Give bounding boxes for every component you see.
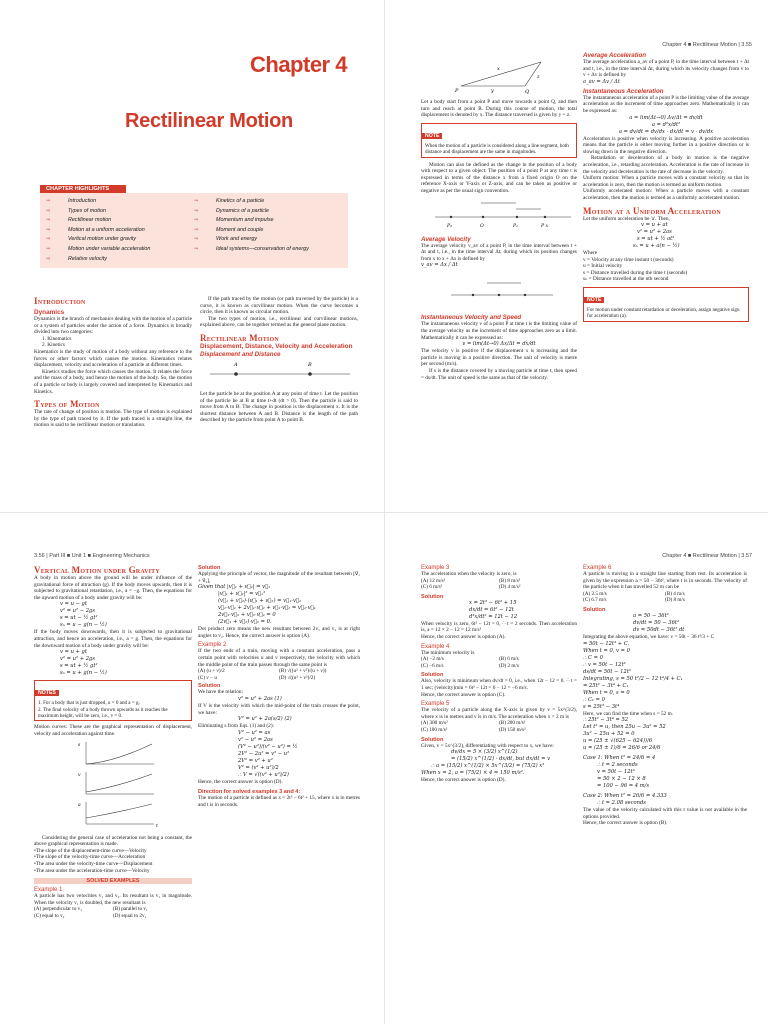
equation: a = d²x/dt² — [651, 121, 681, 128]
option: (C) 6.7 m/s — [583, 597, 607, 604]
chapter-title: Rectilinear Motion — [125, 110, 293, 132]
paragraph: The average velocity v_av of a point P, in the time interval between t + Δt and t, i.e., in the time interval Δt, during which its position changes from x to x + Δx is defined by — [421, 242, 577, 262]
arrow-icon: ⇒ — [46, 255, 51, 262]
point-P — [544, 215, 546, 217]
example-text: The acceleration when the velocity is zero, is — [421, 571, 517, 577]
option: (C) v − u — [198, 674, 217, 681]
highlight-item: ⇒ Motion at a uniform acceleration — [46, 226, 194, 236]
equation: ∴ C = 0 — [583, 654, 603, 661]
paragraph: Acceleration is positive when velocity is increasing. A positive acceleration means that the particle is either moving further in a positive direction or is slowing down in the negative direction. — [583, 135, 749, 155]
paragraph: The instantaneous acceleration of a point P is the limiting value of the average acceleration as the increment of time approaches zero. Mathematically it can be expressed as: — [583, 94, 749, 114]
equation: s = ut + ½ gt² — [60, 663, 98, 670]
solution-label: Solution — [198, 565, 221, 571]
left-column — [34, 565, 192, 920]
arrow-icon: ⇒ — [46, 245, 51, 252]
note-item: 1. For a body that is just dropped, u = 0 and a = g. — [38, 700, 140, 707]
section-heading: Rectilinear Motion — [200, 332, 279, 343]
equation: = (15/2) x^(1/2) · dx/dt, but dx/dt = v — [451, 756, 551, 763]
arrow-icon: ⇒ — [46, 198, 51, 204]
path-figure — [421, 56, 577, 94]
equation: When x = 2, a = (75/2) × 4 = 150 m/s². — [421, 770, 525, 777]
note-box — [583, 287, 749, 322]
option: (A) −2 m/s — [421, 656, 444, 663]
solved-examples-band: SOLVED EXAMPLES — [34, 878, 192, 884]
solution-conclusion: Hence, the correct answer is option (D). — [421, 777, 506, 784]
note-box — [421, 123, 577, 158]
example-options — [198, 668, 360, 675]
point-P2 — [450, 215, 452, 217]
example-title: Example 1 — [34, 887, 63, 894]
axis-label-a: a — [78, 802, 81, 808]
paragraph: Let the uniform acceleration be 'a'. Then, — [583, 215, 670, 222]
option: (B) 8 m/s² — [499, 577, 521, 584]
equation: Integrating, s = 50 t²/2 − 12 t⁴/4 + C₁ — [583, 675, 683, 682]
solution-text: The value of the velocity calculated with this t value is not available in the options provided. — [583, 807, 747, 820]
highlight-item: ⇒ Motion under variable acceleration — [46, 245, 194, 255]
label-B: B — [308, 361, 312, 368]
left-column — [421, 565, 577, 784]
where-item: sₙ = Distance travelled at the nth second — [583, 276, 669, 283]
equation: v² = u² − 2gs — [60, 608, 96, 615]
example-text: A particle is moving in a straight line starting from rest. Its acceleration is given by the expression a = 50 − 36t², where t is in seconds. The velocity of the particle when it has travelled 52 m can be — [583, 571, 747, 591]
highlights-left-list — [46, 197, 194, 264]
equation: |v⃗₁ + v⃗₂|² = v⃗₁² — [218, 591, 266, 598]
equation: u = (25 ± √(625 − 624))/6 — [583, 738, 653, 745]
equation: v = u − gt — [60, 601, 87, 608]
option: (D) 2 m/s — [499, 662, 519, 669]
direction-text: The motion of a particle is defined as x = 2t³ − 6t² + 15, where x is in metres and t is in seconds. — [198, 795, 360, 808]
axis-label-v: v — [78, 772, 81, 778]
equation: Given that |v⃗₁ + v⃗₂| = v⃗₁ — [198, 584, 271, 591]
equation: 2V² = v² + u² — [238, 757, 273, 764]
label-y: y — [491, 88, 494, 94]
option: (D) 8 m/s — [665, 597, 685, 604]
equation: dx/dt = 6t² − 12t — [469, 606, 514, 613]
option: (C) −6 m/s — [421, 662, 444, 669]
arrow-icon: ⇒ — [194, 207, 199, 214]
paragraph: The velocity v is positive if the displacement x is increasing and the particle is moving in a positive direction. The unit of velocity is metre per second (m/s). — [421, 348, 577, 368]
equation: sₙ = u + g(n − ½) — [60, 670, 107, 677]
case-line: ∴ t = 2 seconds — [597, 762, 638, 769]
highlight-item: ⇒ Moment and couple — [194, 226, 342, 236]
running-header: Chapter 4 ■ Rectilinear Motion | 3.57 — [662, 553, 752, 559]
equation: v² = u² + 2as — [637, 229, 672, 236]
paragraph: If s is the distance covered by a moving particle at time t, then speed = ds/dt. The unit of speed is the same as that of the velocity. — [421, 367, 577, 381]
equation: (V² − u²)/(v² − u²) = ½ — [238, 743, 298, 750]
point-B — [308, 372, 312, 376]
highlight-item: ⇒ Momentum and impulse — [194, 216, 342, 226]
equation: ∴ 25t² − 3t⁴ = 52 — [583, 717, 629, 724]
arrow-icon: ⇒ — [194, 198, 199, 204]
solution-text: Also, velocity is minimum when dv/dt = 0, i.e., when 12t − 12 = 0. ∴ t = 1 sec; (velocity)min = 6t² − 12t = 6 − 12 = −6 m/s. — [421, 678, 577, 691]
case-line: = 50 × 2 − 12 × 8 — [597, 776, 646, 783]
equation: v = u + at — [641, 222, 668, 229]
label-A: A — [234, 361, 238, 368]
right-column — [583, 565, 747, 827]
highlight-item: ⇒ Kinetics of a particle — [194, 197, 342, 207]
axis-label: P x — [541, 223, 549, 229]
label-P: P — [455, 88, 459, 94]
equation: (v⃗₁ + v⃗₂)·(v⃗₁ + v⃗₂) = v⃗₁·v⃗₁ — [218, 598, 302, 605]
subsection-heading: Dynamics — [34, 309, 65, 316]
highlight-item: ⇒ Dynamics of a particle — [194, 207, 342, 217]
where-item: s = Distance travelled during the time t (seconds) — [583, 269, 688, 276]
displacement-curve-graph — [78, 742, 154, 764]
equation: a = lim(Δt→0) Δv/Δt = dv/dt — [629, 114, 703, 121]
highlight-item: ⇒ Types of motion — [46, 207, 194, 217]
note-item: 2. The final velocity of a body thrown upwards as it reaches the maximum height, will be zero, i.e., v = 0. — [38, 706, 168, 719]
paragraph: Retardation or deceleration of a body in motion is the negative acceleration, i.e., retarding acceleration. Acceleration is the rate of increase in the velocity and deceleration is the rate of decrease in the velocity. — [583, 155, 749, 175]
example-options — [34, 913, 192, 920]
option: (B) 4 m/s — [665, 590, 685, 597]
paragraph: A body in motion above the ground will be under influence of the gravitational force of attraction (g). If the body moves upwards, then it is subjected to gravitational retardation, i.e., a = −g. Then, the equations for the upward motion of a body under gravity will be: — [34, 575, 192, 601]
arrow-icon: ⇒ — [46, 207, 51, 214]
option: (D) 4 m/s² — [499, 584, 521, 591]
paragraph: Dynamics is the branch of mechanics dealing with the motion of a particle or a system of particles under the action of a force. Dynamics is broadly divided into two categories: — [34, 316, 192, 336]
arrow-icon: ⇒ — [46, 217, 51, 224]
label-z: z — [537, 74, 540, 80]
equation: dv/dx = 5 × (3/2) x^(1/2) — [451, 749, 518, 756]
solution-conclusion: Hence, the correct answer is option (B). — [583, 820, 668, 827]
case-line: = 100 − 96 = 4 m/s — [597, 783, 650, 790]
equation: v⃗₁·v⃗₁ + 2v⃗₁·v⃗₂ + v⃗₂·v⃗₂ = v⃗₁·v⃗₁ — [218, 605, 316, 612]
example-options — [421, 720, 577, 727]
solution-text: Applying the principle of vector, the magnitude of the resultant between [v⃗₁ + v⃗₂], — [198, 571, 360, 584]
equation: ∴ a = (15/2) x^(1/2) × 5x^(3/2) = (75/2) x² — [431, 763, 545, 770]
solution-text: If V is the velocity with which the mid-point of the train crosses the point, we have: — [198, 702, 360, 716]
solution-label: Solution — [198, 683, 221, 690]
example-text: The velocity of a particle along the X-axis is given by v = 5x^(3/2), where x is in metres and v is in m/s. The acceleration when x = 2 m is — [421, 707, 577, 720]
motion-curves-figure — [34, 738, 192, 830]
option: (D) 150 m/s² — [499, 726, 526, 733]
paragraph: Uniformly accelerated motion: When a particle moves with a constant acceleration, then the motion is termed as a uniformly accelerated motion. — [583, 188, 749, 201]
axis-label: P₁ — [513, 223, 518, 229]
paragraph: Let the particle be at the position A at any point of time t. Let the position of the particle be at B at time t+dt (dt > 0). Then the particle is said to move from A to B. The change in position is the displacement x. It is the shortest distance between A and B. Distance is the length of the path described by the particle from point A to point B. — [200, 390, 358, 424]
arrow-icon: ⇒ — [194, 236, 199, 243]
right-column — [583, 52, 749, 322]
page-3-54 — [0, 0, 384, 512]
list-item: 1. Kinematics — [42, 335, 72, 342]
equation: s = ut + ½ at² — [637, 236, 675, 243]
note-heading: NOTE — [584, 297, 604, 303]
paragraph: Motion curves: These are the graphical representation of displacement, velocity and acceleration against time. — [34, 724, 192, 737]
note-text: For motion under constant retardation or deceleration, assign negative sign for acceleration (a). — [587, 307, 740, 320]
section-heading: Introduction — [34, 296, 86, 306]
right-column — [200, 296, 358, 424]
example-options — [34, 906, 192, 913]
subsection-heading: Displacement and Distance — [200, 350, 281, 358]
paragraph: The average acceleration a_av of a point P, in the time interval between t + Δt and t, i.e., in the time interval Δt, during which its velocity changes from v to v + Δv is defined by — [583, 59, 749, 79]
axis-label: O — [480, 223, 484, 229]
origin-point — [472, 294, 474, 296]
case-line: Case 2: When t² = 26/6 = 4.333 — [583, 793, 667, 800]
where-item: u = Initial velocity — [583, 263, 623, 270]
highlight-item: ⇒ Relative velocity — [46, 255, 194, 265]
equation: (2v⃗₁ + v⃗₂)·v⃗₂ = 0. — [218, 619, 272, 626]
example-title: Example 6 — [583, 565, 612, 571]
equation: v = u + gt — [60, 649, 87, 656]
subsection-heading: Instantaneous Velocity and Speed — [421, 314, 522, 322]
equation: When t = 0, s = 0 — [583, 689, 630, 696]
solution-label: Solution — [421, 736, 444, 743]
arrow-icon: ⇒ — [194, 245, 199, 252]
direction-heading: Direction for solved examples 3 and 4: — [198, 789, 301, 796]
example-title: Example 2 — [198, 642, 227, 649]
option: (B) parallel to v₁ — [113, 906, 148, 913]
option: (D) equal to 2v₁ — [113, 912, 147, 919]
paragraph: The instantaneous velocity v of a point P at time t is the limiting value of the average velocity as the increment of time approaches zero as a limit. Mathematically it can be expressed as: — [421, 321, 577, 341]
equation: v² − u² = 2as — [238, 736, 273, 743]
equation: ∴ v = 50t − 12t³ — [583, 661, 626, 668]
where-item: v = Velocity at any time instant t (seconds) — [583, 256, 674, 263]
solution-text: Here, we can find the time when s = 52 m. — [583, 710, 674, 717]
path-segment-x — [461, 62, 541, 86]
arrow-icon: ⇒ — [46, 236, 51, 243]
option: (C) 6 m/s² — [421, 584, 443, 591]
chapter-number: Chapter 4 — [250, 52, 347, 77]
acceleration-curve-graph — [78, 802, 158, 829]
option: (A) 2.5 m/s — [583, 590, 607, 597]
equation: When t = 0, v = 0 — [583, 647, 630, 654]
left-column — [34, 296, 192, 429]
equation: a = dv/dt = dv/dx · dx/dt = v · dv/dx — [618, 128, 714, 135]
bullet-item: • The area under the velocity-time curve—Displacement — [34, 861, 192, 868]
solution-conclusion: Hence, the correct answer is option (D). — [198, 778, 283, 785]
arrow-icon: ⇒ — [194, 226, 199, 233]
equation: v² = u² + 2as (1) — [238, 695, 282, 702]
paragraph: Considering the general case of acceleration not being a constant, the above graphical representation is made. — [34, 834, 192, 848]
equation: 2V² − 2u² = v² − u² — [238, 750, 290, 757]
equation: V² = (v² + u²)/2 — [238, 764, 279, 771]
subsection-heading: Average Acceleration — [583, 52, 647, 59]
subsection-heading: Displacement, Distance, Velocity and Acceleration — [200, 342, 353, 350]
displacement-figure — [200, 358, 358, 386]
example-title: Example 5 — [421, 701, 450, 708]
option: (A) 12 m/s² — [421, 577, 446, 584]
point-P1 — [516, 215, 518, 217]
equation: s = 25t² − 3t⁴ — [583, 703, 620, 710]
note-heading: NOTE — [422, 133, 442, 139]
solution-text: Given, v = 5x^(3/2), differentiating with respect to x, we have: — [421, 742, 554, 749]
equation: v² = u² + 2gs — [60, 656, 96, 663]
highlights-heading: CHAPTER HIGHLIGHTS — [40, 185, 126, 193]
equation: ∴ C₁ = 0 — [583, 696, 605, 703]
example-options — [198, 675, 360, 682]
case-line: v = 50t − 12t³ — [597, 769, 635, 776]
paragraph: The rate of change of position is motion. The type of motion is explained by the type of path traced by it. If the path traced is a straight line, the motion is said to be rectilinear motion or translation. — [34, 409, 192, 429]
solution-label: Solution — [421, 593, 444, 600]
subsection-heading: Instantaneous Acceleration — [583, 87, 664, 95]
highlight-item: ⇒ Introduction — [46, 197, 194, 207]
equation: = 50t − 12t³ + C. — [583, 640, 630, 647]
option: (C) 100 m/s² — [421, 726, 448, 733]
option: (A) (u + v)/2 — [198, 668, 225, 675]
equation: dv/dt = 50 − 36t² — [633, 619, 680, 626]
paragraph: Kinetics studies the force which causes the motion. It relates the force and the mass of a body, and hence the motion of the body. So, the motion of a particle or body is largely covered and interpreted by Kinematics and Kinetics. — [34, 368, 192, 395]
highlight-item: ⇒ Rectilinear motion — [46, 216, 194, 226]
equation: sₙ = u + a(n − ½) — [633, 243, 680, 250]
option: (C) equal to v₂ — [34, 912, 65, 919]
highlight-item: ⇒ Ideal systems—conservation of energy — [194, 245, 342, 255]
paragraph: Kinematics is the study of motion of a body without any reference to the forces or other factors which causes the motion. Kinematics relates displacement, velocity and acceleration of a particle at different times. — [34, 348, 192, 369]
equation: Let t² = u, then 25u − 3u² = 52 — [583, 724, 666, 731]
highlight-item: ⇒ Work and energy — [194, 235, 342, 245]
notes-heading: NOTES — [35, 690, 59, 696]
solution-text: Integrating the above equation, we have: v = 50t − 36 t³/3 + C — [583, 633, 715, 640]
example-text: If the two ends of a train, moving with a constant acceleration, pass a certain point with velocities u and v respectively, the velocity with which the middle point of the train passes through the same point is — [198, 648, 360, 668]
example-options — [421, 584, 577, 591]
equation: V² = u² + 2a(s/2) (2) — [238, 716, 292, 723]
solution-conclusion: Dot product zero means the new resultant between 2v₁ and v₂ is at right angles to v₂. Hence, the correct answer is option (A). — [198, 626, 360, 639]
solution-label: Solution — [583, 606, 606, 613]
equation: u = (25 ± 1)/6 = 26/6 or 24/6 — [583, 745, 661, 752]
label-x: x — [497, 66, 500, 72]
notes-box — [34, 680, 192, 721]
equation: = 25t² − 3t⁴ + C₁ — [583, 682, 629, 689]
equation: ∴ V = √((v² + u²)/2) — [238, 771, 289, 778]
note-text: When the motion of a particle is considered along a line segment, both distance and displacement are the same in magnitudes. — [425, 142, 569, 156]
running-header: 3.56 | Part III ■ Unit 1 ■ Engineering Mechanics — [34, 553, 150, 559]
example-title: Example 4 — [421, 643, 450, 650]
example-options — [421, 663, 577, 670]
option: (D) √((u² + v²)/2) — [279, 674, 316, 681]
running-header: Chapter 4 ■ Rectilinear Motion | 3.55 — [662, 42, 752, 48]
highlights-box — [40, 193, 348, 268]
page-3-55 — [384, 0, 768, 512]
highlights-right-list — [194, 197, 342, 264]
chapter-highlights — [40, 185, 348, 268]
bullet-item: • The area under the acceleration-time curve—Velocity — [34, 868, 192, 875]
solution-text: When velocity is zero, 6t² − 12t = 0, ∴ t = 2 seconds. Then acceleration is, a = 12 × 2 − 12 = 12 m/s² — [421, 620, 577, 634]
label-Q: Q — [525, 89, 530, 94]
solution-text: We have the relation: — [198, 689, 244, 696]
equation: a = 50 − 36t² — [633, 612, 669, 619]
left-column — [421, 56, 577, 381]
page-3-57 — [384, 512, 768, 1024]
example-options — [421, 727, 577, 734]
equation: d²x/dt² = 12t − 12 — [469, 613, 518, 620]
equation: a_av = Δv / Δt — [583, 78, 620, 85]
example-options — [421, 656, 577, 663]
paragraph: Motion can also be defined as the change in the position of a body with respect to a given object. The position of a point P at any time t is expressed in terms of the distance x from a fixed origin O on the reference X-axis or Y-axis or Z-axis, and can be taken as positive or negative as per the usual sign convention. — [421, 161, 577, 194]
paragraph: Let a body start from a point P and move towards a point Q, and then turn and reach at point R. During this course of motion, the total displacement is denoted by x. The distance traversed is given by y + z. — [421, 99, 577, 119]
point-P — [498, 294, 500, 296]
equation: 3u² − 25u + 52 = 0 — [583, 731, 635, 738]
paragraph: If the body moves downwards, then it is subjected to gravitational attraction, and hence an acceleration, i.e., a = g. Then, the equations for the downward motion of a body under gravity will be: — [34, 629, 192, 649]
equation: sₙ = u − g(n − ½) — [60, 622, 107, 629]
page-3-56 — [0, 512, 384, 1024]
velocity-curve-graph — [78, 772, 154, 794]
highlight-item: ⇒ Vertical motion under gravity — [46, 235, 194, 245]
option: (A) perpendicular to v₁ — [34, 906, 83, 913]
arrow-icon: ⇒ — [46, 226, 51, 233]
option: (B) 200 m/s² — [499, 720, 526, 727]
section-heading: Motion at a Uniform Acceleration — [583, 205, 721, 216]
solution-conclusion: Hence, the correct answer is option (A). — [421, 633, 506, 640]
subsection-heading: Average Velocity — [421, 235, 471, 243]
bullet-item: • The slope of the velocity-time curve—Acceleration — [34, 854, 192, 861]
solution-conclusion: Hence, the correct answer is option (C). — [421, 691, 506, 698]
case-line: ∴ t = 2.08 seconds — [597, 800, 646, 807]
option: (B) 6 m/s — [499, 656, 519, 663]
example-title: Example 3 — [421, 565, 450, 571]
paragraph: Uniform motion: When a particle moves with a constant velocity so that its acceleration is zero, then the motion is termed as uniform motion. — [583, 175, 749, 188]
example-text: A particle has two velocities v₁ and v₂. Its resultant is v₁ in magnitude. When the velocity v₁ is doubled, the new resultant is — [34, 893, 192, 906]
example-text: The minimum velocity is — [421, 649, 475, 656]
point-P-prime — [524, 294, 526, 296]
equation: dv = 50dt − 36t² dt — [633, 626, 685, 633]
equation: s = ut − ½ gt² — [60, 615, 98, 622]
where-label: Where — [583, 250, 598, 257]
equation: v_av = Δx / Δt — [421, 262, 458, 269]
equation: 2v⃗₁·v⃗₂ + v⃗₂·v⃗₂ = 0 — [218, 612, 276, 619]
axis-label-s: s — [78, 742, 81, 748]
option: (B) √((u² + v²)/(u + v)) — [279, 668, 327, 675]
paragraph: If the path traced by the motion (or path traversed by the particle) is a curve, it is known as curvilinear motion. When the curve becomes a circle, then it is known as circular motion. — [200, 296, 358, 316]
case-line: Case 1: When t² = 24/6 = 4 — [583, 755, 656, 762]
bullet-item: • The slope of the displacement-time curve—Velocity — [34, 848, 192, 855]
right-column — [198, 565, 360, 809]
point-O — [482, 215, 484, 217]
section-heading: Vertical Motion under Gravity — [34, 565, 160, 575]
axis-figure — [421, 195, 577, 231]
point-A — [234, 372, 238, 376]
solution-text: Eliminating s from Eqs. (1) and (2): — [198, 723, 275, 730]
axis-label: P₂ — [447, 223, 452, 229]
axis-label-t: t — [156, 823, 158, 829]
equation: v = lim(Δt→0) Δx/Δt = dx/dt — [462, 341, 536, 348]
paragraph: The two types of motion, i.e., rectilinear and curvilinear motions, explained above, can be together termed as the general plane motion. — [200, 315, 358, 329]
velocity-figure — [421, 269, 577, 309]
equation: V² − u² = as — [238, 729, 271, 736]
equation: x = 2t³ − 6t² + 15 — [469, 599, 517, 606]
list-item: 2. Kinetics — [42, 342, 65, 349]
equation: ds/dt = 50t − 12t³ — [583, 668, 631, 675]
option: (A) 300 m/s² — [421, 720, 448, 727]
solution-label: Solution — [421, 672, 444, 679]
example-options — [583, 597, 747, 604]
arrow-icon: ⇒ — [194, 217, 199, 224]
bullet-list — [34, 848, 192, 874]
section-heading: Types of Motion — [34, 399, 100, 410]
